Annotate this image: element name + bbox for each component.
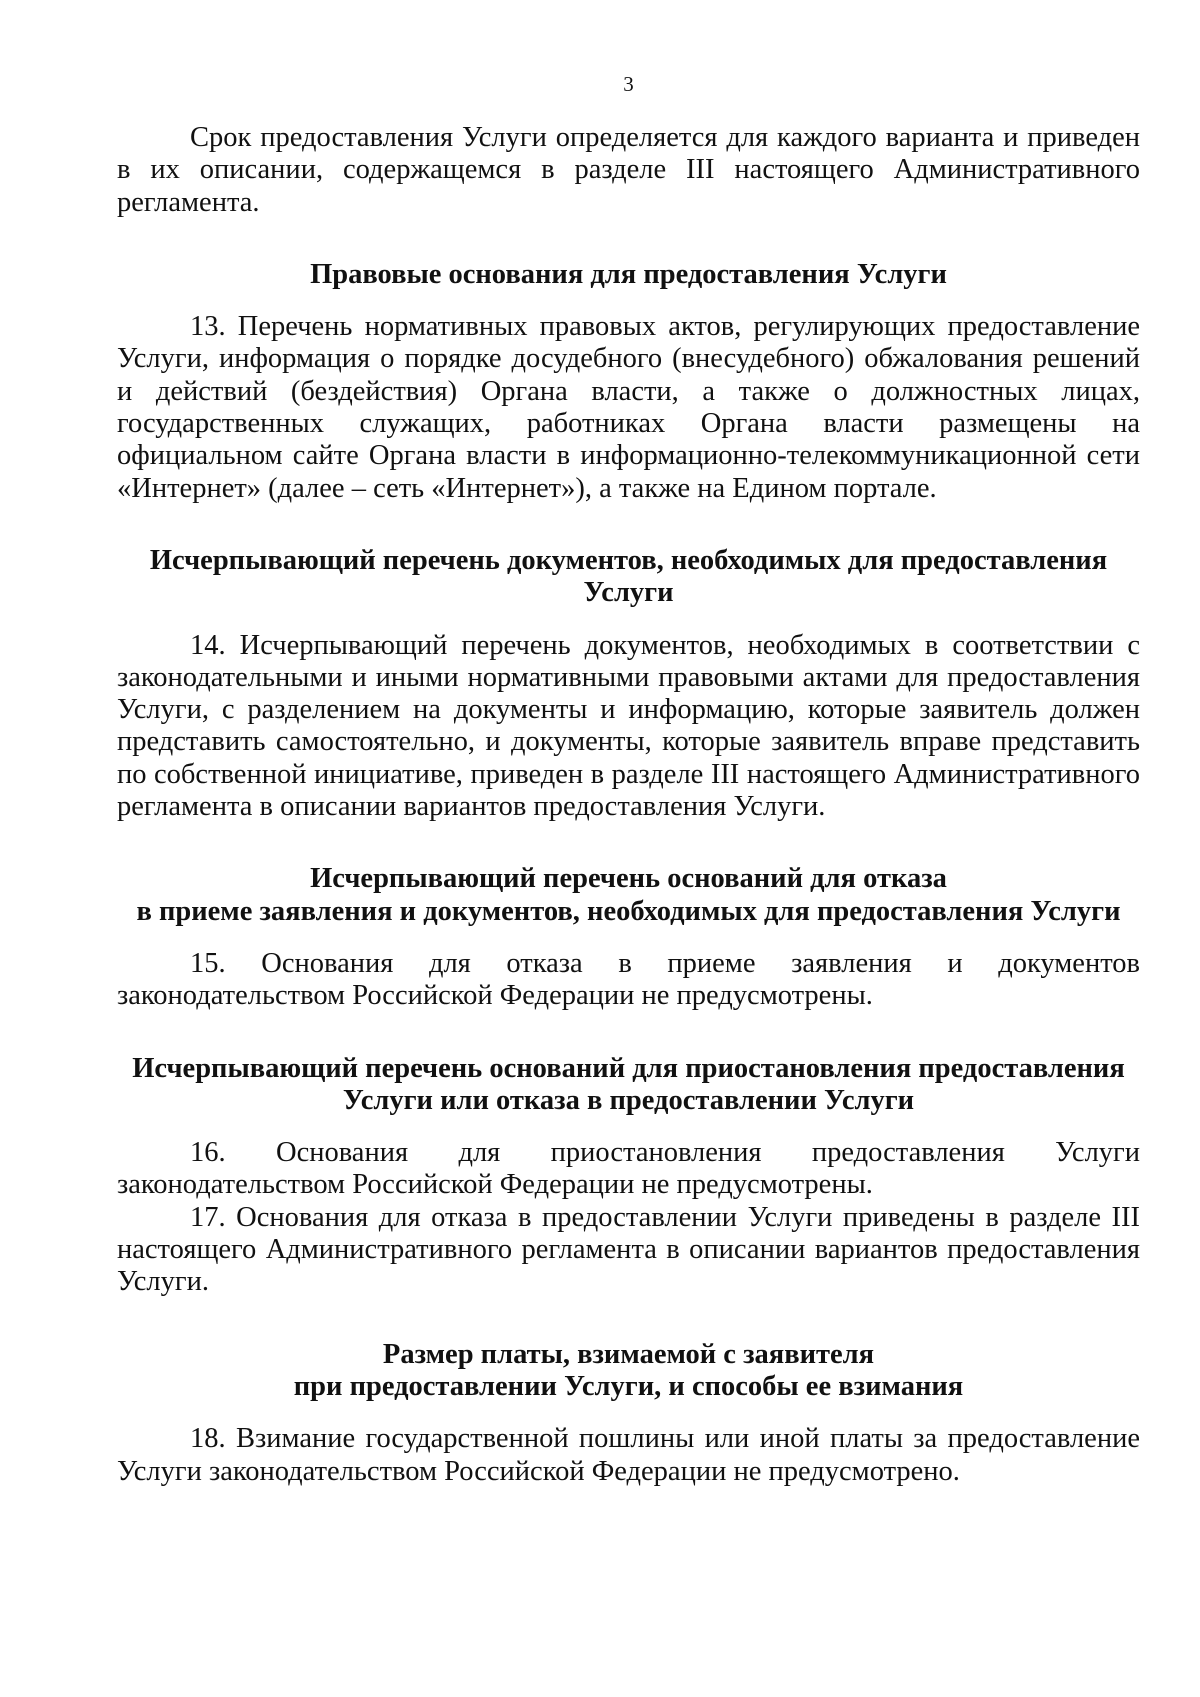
- paragraph-13: 13. Перечень нормативных правовых актов, регулирующих предоставление Услуги, информация о порядке досудебного (внесудебного) обжалования решений и действий (бездействия) Органа власти, а также о должностных лицах, государственных служащих, работниках Органа власти размещены на официальном сайте Органа власти в информационно-телекоммуникационной сети «Интернет» (далее – сеть «Интернет»), а также на Едином портале.: [117, 311, 1140, 504]
- heading-legal-basis-text: Правовые основания для предоставления Услуги: [310, 258, 947, 290]
- heading-fee-line1: Размер платы, взимаемой с заявителя: [382, 1338, 875, 1370]
- paragraph-16: 16. Основания для приостановления предоставления Услуги законодательством Российской Федерации не предусмотрены.: [117, 1137, 1140, 1201]
- heading-refusal-reception: [117, 863, 1140, 928]
- heading-fee-line2: при предоставлении Услуги, и способы ее взимания: [293, 1370, 964, 1402]
- heading-documents-line1: Исчерпывающий перечень документов, необходимых для предоставления: [149, 544, 1108, 576]
- heading-suspension-line2: Услуги или отказа в предоставлении Услуги: [342, 1084, 915, 1116]
- paragraph-17: 17. Основания для отказа в предоставлении Услуги приведены в разделе III настоящего Административного регламента в описании вариантов предоставления Услуги.: [117, 1201, 1140, 1298]
- heading-legal-basis: [117, 259, 1140, 291]
- paragraph-15: 15. Основания для отказа в приеме заявления и документов законодательством Российской Федерации не предусмотрены.: [117, 947, 1140, 1012]
- heading-suspension-line1: Исчерпывающий перечень оснований для приостановления предоставления: [132, 1052, 1125, 1084]
- heading-refusal-reception-line1: Исчерпывающий перечень оснований для отказа: [310, 863, 947, 895]
- paragraph-14: 14. Исчерпывающий перечень документов, необходимых в соответствии с законодательными и иными нормативными правовыми актами для предоставления Услуги, с разделением на документы и информацию, которые заявитель должен представить самостоятельно, и документы, которые заявитель вправе представить по собственной инициативе, приведен в разделе III настоящего Административного регламента в описании вариантов предоставления Услуги.: [117, 629, 1140, 823]
- heading-refusal-reception-line2: в приеме заявления и документов, необходимых для предоставления Услуги: [136, 895, 1121, 927]
- heading-documents: [117, 545, 1140, 610]
- paragraph-service-term: Срок предоставления Услуги определяется для каждого варианта и приведен в их описании, содержащемся в разделе III настоящего Административного регламента.: [117, 122, 1140, 218]
- paragraph-18: 18. Взимание государственной пошлины или иной платы за предоставление Услуги законодательством Российской Федерации не предусмотрено.: [117, 1423, 1140, 1487]
- heading-suspension: [117, 1053, 1140, 1118]
- document-body: [117, 122, 1140, 1488]
- heading-documents-line2: Услуги: [583, 577, 674, 609]
- page-number: 3: [623, 72, 634, 96]
- heading-fee: [117, 1339, 1140, 1404]
